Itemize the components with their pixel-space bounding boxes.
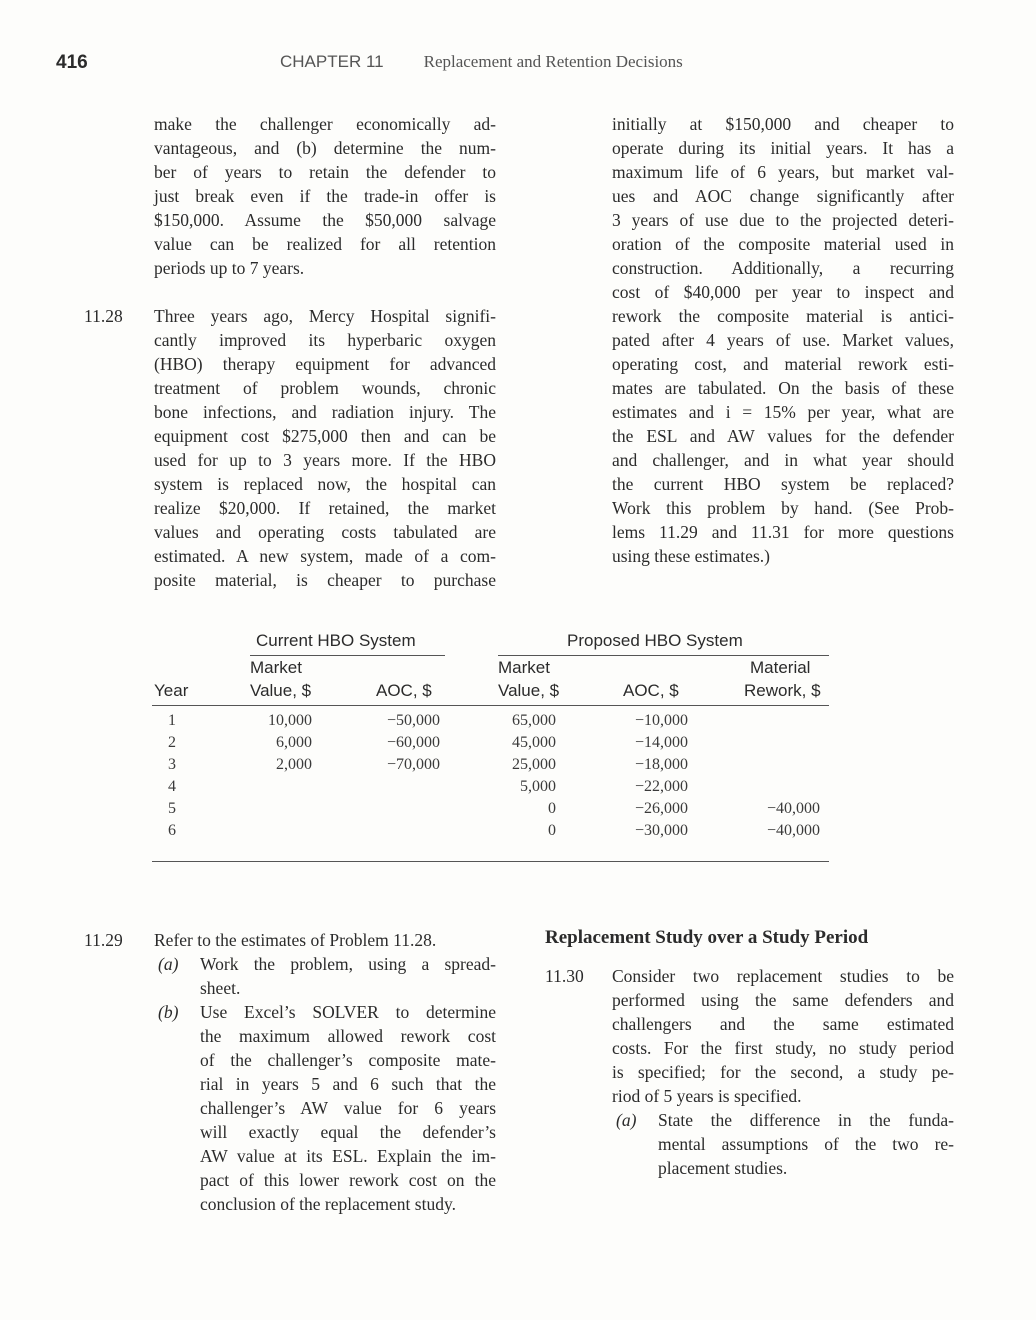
- problem-number-11-28: 11.28: [84, 306, 123, 326]
- cell-proposed-market-value: 45,000: [512, 734, 556, 751]
- cell-proposed-market-value: 0: [548, 800, 556, 817]
- cell-year: 6: [168, 822, 176, 839]
- table-header-proposed-market-2: Value, $: [498, 681, 560, 700]
- problem-11-29-a-letter: (a): [158, 954, 179, 974]
- text-line: estimated. A new system, made of a com-: [154, 546, 496, 566]
- text-line: Consider two replacement studies to be: [612, 966, 954, 986]
- table-group-rule-current: [250, 655, 445, 656]
- text-line: realize $20,000. If retained, the market: [154, 498, 496, 518]
- text-line: will exactly equal the defender’s: [200, 1122, 496, 1142]
- table-row: [152, 712, 832, 734]
- text-line: challengers and the same estimated: [612, 1014, 954, 1034]
- text-line: 3 years of use due to the projected deteri-: [612, 210, 954, 230]
- table-header-current-market-2: Value, $: [250, 681, 312, 700]
- table-body: [152, 712, 832, 848]
- cell-proposed-market-value: 0: [548, 822, 556, 839]
- problem-11-28-right-column: [612, 112, 954, 568]
- table-header-rule: [152, 705, 829, 706]
- problem-11-29-b-letter: (b): [158, 1002, 179, 1022]
- text-line: pated after 4 years of use. Market values,: [612, 330, 954, 350]
- problem-number-11-30: 11.30: [545, 966, 584, 986]
- text-line: equipment cost $275,000 then and can be: [154, 426, 496, 446]
- text-line: operate during its initial years. It has a: [612, 138, 954, 158]
- cell-year: 2: [168, 734, 176, 751]
- table-header-proposed-aoc: AOC, $: [623, 681, 679, 700]
- text-line: cost of $40,000 per year to inspect and: [612, 282, 954, 302]
- problem-11-29-intro: [154, 928, 436, 952]
- text-line: $150,000. Assume the $50,000 salvage: [154, 210, 496, 230]
- table-header-rework-1: Material: [750, 658, 811, 677]
- text-line: system is replaced now, the hospital can: [154, 474, 496, 494]
- text-line: ber of years to retain the defender to: [154, 162, 496, 182]
- text-line: challenger’s AW value for 6 years: [200, 1098, 496, 1118]
- cell-rework: −40,000: [766, 800, 820, 817]
- cell-current-aoc: −50,000: [386, 712, 440, 729]
- problem-11-29-b-text: [200, 1000, 496, 1216]
- text-line: construction. Additionally, a recurring: [612, 258, 954, 278]
- problem-11-30-a-letter: (a): [616, 1110, 637, 1130]
- problem-11-29-a-text: [200, 952, 496, 1000]
- text-line: mental assumptions of the two re-: [658, 1134, 954, 1154]
- text-line: riod of 5 years is specified.: [612, 1086, 802, 1106]
- table-header-rework-2: Rework, $: [744, 681, 821, 700]
- table-row: [152, 800, 832, 822]
- table-header-year: Year: [154, 681, 189, 700]
- text-line: pact of this lower rework cost on the: [200, 1170, 496, 1190]
- text-line: Work this problem by hand. (See Prob-: [612, 498, 954, 518]
- text-line: maximum life of 6 years, but market val-: [612, 162, 954, 182]
- table-header-current-aoc: AOC, $: [376, 681, 432, 700]
- cell-current-aoc: −60,000: [386, 734, 440, 751]
- text-line: costs. For the first study, no study period: [612, 1038, 954, 1058]
- text-line: values and operating costs tabulated are: [154, 522, 496, 542]
- cell-proposed-aoc: −10,000: [634, 712, 688, 729]
- page-number: 416: [56, 52, 88, 73]
- continuation-paragraph: [154, 112, 496, 280]
- section-heading: Replacement Study over a Study Period: [545, 927, 869, 948]
- cell-current-market-value: 10,000: [268, 712, 312, 729]
- cell-year: 5: [168, 800, 176, 817]
- table-group-current: Current HBO System: [256, 631, 416, 650]
- running-head: [280, 52, 683, 72]
- cell-proposed-market-value: 5,000: [520, 778, 556, 795]
- text-line: cantly improved its hyperbaric oxygen: [154, 330, 496, 350]
- table-group-rule-proposed: [498, 655, 829, 656]
- problem-number-11-29: 11.29: [84, 930, 123, 950]
- cell-proposed-aoc: −18,000: [634, 756, 688, 773]
- text-line: (HBO) therapy equipment for advanced: [154, 354, 496, 374]
- cell-proposed-market-value: 65,000: [512, 712, 556, 729]
- text-line: rework the composite material is antici-: [612, 306, 954, 326]
- cell-current-aoc: −70,000: [386, 756, 440, 773]
- table-row: [152, 822, 832, 844]
- text-line: sheet.: [200, 978, 241, 998]
- text-line: Refer to the estimates of Problem 11.28.: [154, 930, 437, 950]
- cell-proposed-market-value: 25,000: [512, 756, 556, 773]
- table-group-proposed: Proposed HBO System: [567, 631, 743, 650]
- text-line: the current HBO system be replaced?: [612, 474, 954, 494]
- text-line: performed using the same defenders and: [612, 990, 954, 1010]
- text-line: Work the problem, using a spread-: [200, 954, 496, 974]
- text-line: placement studies.: [658, 1158, 788, 1178]
- cell-proposed-aoc: −30,000: [634, 822, 688, 839]
- text-line: posite material, is cheaper to purchase: [154, 570, 496, 590]
- text-line: bone infections, and radiation injury. The: [154, 402, 496, 422]
- text-line: State the difference in the funda-: [658, 1110, 954, 1130]
- cell-proposed-aoc: −14,000: [634, 734, 688, 751]
- text-line: rial in years 5 and 6 such that the: [200, 1074, 496, 1094]
- text-line: using these estimates.): [612, 546, 770, 566]
- text-line: vantageous, and (b) determine the num-: [154, 138, 496, 158]
- cell-rework: −40,000: [766, 822, 820, 839]
- cell-proposed-aoc: −22,000: [634, 778, 688, 795]
- text-line: the ESL and AW values for the defender: [612, 426, 954, 446]
- text-line: Use Excel’s SOLVER to determine: [200, 1002, 496, 1022]
- text-line: estimates and i = 15% per year, what are: [612, 402, 954, 422]
- text-line: periods up to 7 years.: [154, 258, 305, 278]
- problem-11-30-a-text: [658, 1108, 954, 1180]
- table-header-proposed-market-1: Market: [498, 658, 550, 677]
- text-line: mates are tabulated. On the basis of these: [612, 378, 954, 398]
- problem-11-30-text: [612, 964, 954, 1108]
- text-line: and challenger, and in what year should: [612, 450, 954, 470]
- table-row: [152, 778, 832, 800]
- table-row: [152, 756, 832, 778]
- problem-11-28-left-column: [154, 304, 496, 592]
- text-line: Three years ago, Mercy Hospital signifi-: [154, 306, 496, 326]
- cell-year: 1: [168, 712, 176, 729]
- text-line: used for up to 3 years more. If the HBO: [154, 450, 496, 470]
- table-row: [152, 734, 832, 756]
- cell-current-market-value: 6,000: [276, 734, 312, 751]
- text-line: operating cost, and material rework esti-: [612, 354, 954, 374]
- text-line: make the challenger economically ad-: [154, 114, 496, 134]
- text-line: the maximum allowed rework cost: [200, 1026, 496, 1046]
- text-line: initially at $150,000 and cheaper to: [612, 114, 954, 134]
- text-line: value can be realized for all retention: [154, 234, 496, 254]
- text-line: is specified; for the second, a study pe-: [612, 1062, 954, 1082]
- text-line: oration of the composite material used in: [612, 234, 954, 254]
- text-line: AW value at its ESL. Explain the im-: [200, 1146, 496, 1166]
- text-line: treatment of problem wounds, chronic: [154, 378, 496, 398]
- text-line: just break even if the trade-in offer is: [154, 186, 496, 206]
- chapter-label: CHAPTER 11: [280, 52, 384, 71]
- table-header-current-market-1: Market: [250, 658, 302, 677]
- cell-current-market-value: 2,000: [276, 756, 312, 773]
- text-line: lems 11.29 and 11.31 for more questions: [612, 522, 954, 542]
- text-line: ues and AOC change significantly after: [612, 186, 954, 206]
- chapter-title: Replacement and Retention Decisions: [423, 52, 683, 71]
- text-line: conclusion of the replacement study.: [200, 1194, 456, 1214]
- cell-year: 4: [168, 778, 176, 795]
- cell-year: 3: [168, 756, 176, 773]
- cell-proposed-aoc: −26,000: [634, 800, 688, 817]
- text-line: of the challenger’s composite mate-: [200, 1050, 496, 1070]
- table-bottom-rule: [152, 861, 829, 862]
